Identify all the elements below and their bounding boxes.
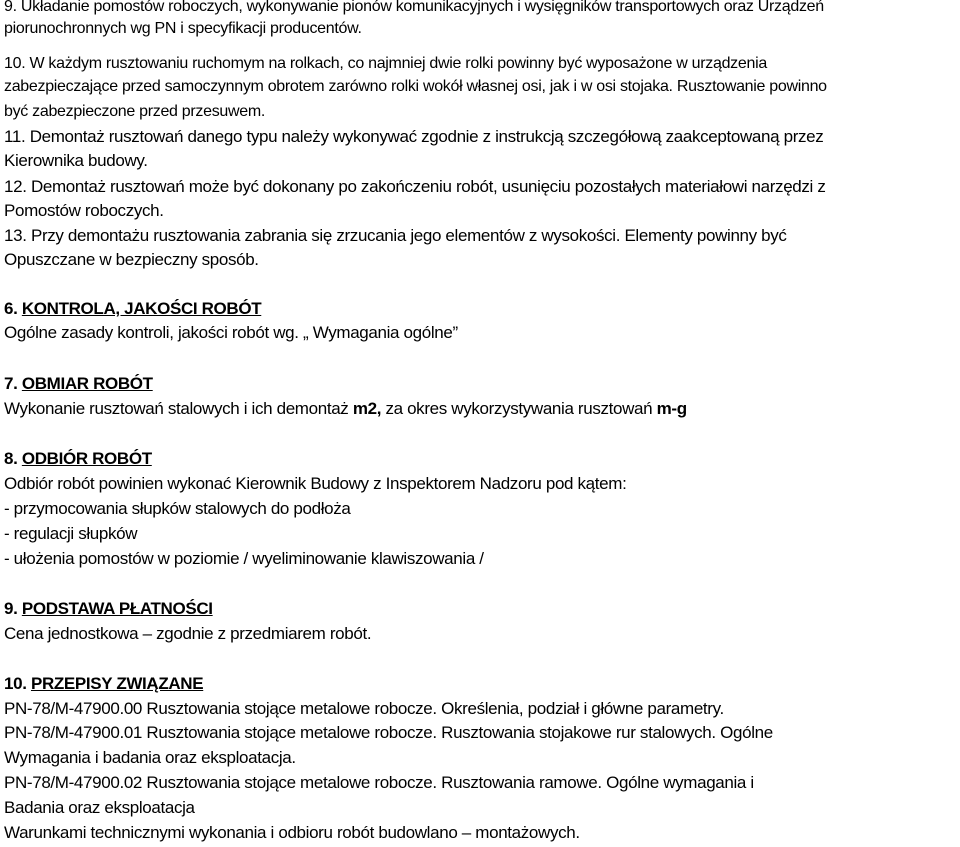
section-heading-6: [4, 299, 261, 319]
standard-reference: PN-78/M-47900.01 Rusztowania stojące metalowe robocze. Rusztowania stojakowe rur stalowych. Ogólne: [4, 723, 773, 742]
text-line: 10. W każdym rusztowaniu ruchomym na rolkach, co najmniej dwie rolki powinny być wyposażone w urządzenia: [4, 55, 767, 72]
text-line: 9. Układanie pomostów roboczych, wykonywanie pionów komunikacyjnych i wysięgników transportowych oraz Urządzeń: [4, 0, 824, 15]
section-body: Cena jednostkowa – zgodnie z przedmiarem robót.: [4, 624, 372, 643]
unit-mg: m-g: [656, 399, 687, 418]
section-title: OBMIAR ROBÓT: [21, 374, 153, 393]
section-heading-7: [4, 374, 153, 394]
list-item: - przymocowania słupków stalowych do podłoża: [4, 499, 351, 518]
text-line: 13. Przy demontażu rusztowania zabrania się zrzucania jego elementów z wysokości. Elementy powinny być: [4, 226, 787, 245]
standard-reference: PN-78/M-47900.00 Rusztowania stojące metalowe robocze. Określenia, podział i główne parametry.: [4, 699, 724, 718]
standard-reference: PN-78/M-47900.02 Rusztowania stojące metalowe robocze. Rusztowania ramowe. Ogólne wymagania i: [4, 773, 754, 792]
text-line: być zabezpieczone przed przesuwem.: [4, 103, 266, 120]
section-title: PRZEPISY ZWIĄZANE: [30, 674, 204, 693]
section-heading-9: [4, 599, 213, 619]
text-line: Opuszczane w bezpieczny sposób.: [4, 250, 259, 269]
section-title: PODSTAWA PŁATNOŚCI: [21, 599, 213, 618]
text-line: 11. Demontaż rusztowań danego typu należy wykonywać zgodnie z instrukcją szczegółową zaakceptowaną przez: [4, 127, 824, 146]
standard-reference: Warunkami technicznymi wykonania i odbioru robót budowlano – montażowych.: [4, 823, 580, 842]
list-item: - regulacji słupków: [4, 524, 138, 543]
list-item: - ułożenia pomostów w poziomie / wyeliminowanie klawiszowania /: [4, 549, 484, 568]
section-title: ODBIÓR ROBÓT: [21, 449, 152, 468]
text-line: zabezpieczające przed samoczynnym obrotem zarówno rolki wokół własnej osi, jak i w osi stojaka. Rusztowanie powinno: [4, 78, 827, 95]
section-number: 7.: [4, 374, 18, 393]
body-text: za okres wykorzystywania rusztowań: [381, 399, 657, 418]
section-heading-8: [4, 449, 152, 469]
section-number: 9.: [4, 599, 18, 618]
body-text: Wykonanie rusztowań stalowych i ich demontaż: [4, 399, 353, 418]
text-line: Kierownika budowy.: [4, 151, 148, 170]
section-body: [4, 399, 687, 419]
section-title: KONTROLA, JAKOŚCI ROBÓT: [21, 299, 262, 318]
standard-reference: Wymagania i badania oraz eksploatacja.: [4, 748, 296, 767]
section-body: Ogólne zasady kontroli, jakości robót wg. „ Wymagania ogólne”: [4, 323, 458, 342]
text-line: 12. Demontaż rusztowań może być dokonany po zakończeniu robót, usunięciu pozostałych materiałowi narzędzi z: [4, 177, 826, 196]
section-heading-10: [4, 674, 203, 694]
section-number: 8.: [4, 449, 18, 468]
section-number: 6.: [4, 299, 18, 318]
text-line: Pomostów roboczych.: [4, 201, 164, 220]
unit-m2: m2,: [352, 399, 382, 418]
standard-reference: Badania oraz eksploatacja: [4, 798, 195, 817]
section-body-line: Odbiór robót powinien wykonać Kierownik Budowy z Inspektorem Nadzoru pod kątem:: [4, 474, 627, 493]
text-line: piorunochronnych wg PN i specyfikacji producentów.: [4, 20, 362, 37]
section-number: 10.: [4, 674, 27, 693]
